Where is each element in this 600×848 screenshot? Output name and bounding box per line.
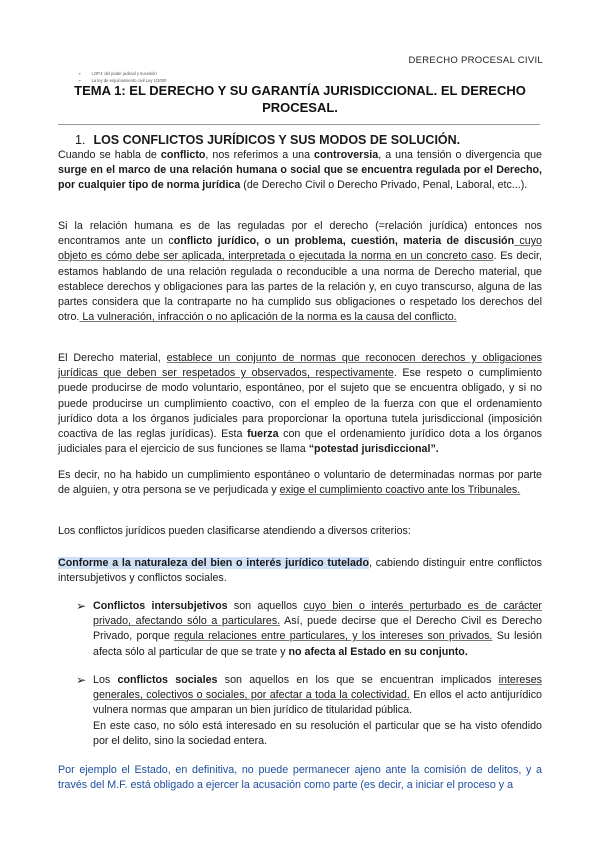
section-heading	[75, 133, 460, 147]
paragraph-criteria: Conforme a la naturaleza del bien o interés jurídico tutelado, cabiendo distinguir entre conflictos intersubjetivos y conflictos sociales.	[58, 557, 542, 585]
course-header: DERECHO PROCESAL CIVIL	[408, 55, 543, 66]
note-item: ➢ LOPJ: del poder judicial y sucesión	[78, 70, 166, 77]
paragraph-classification: Los conflictos jurídicos pueden clasificarse atendiendo a diversos criterios:	[58, 525, 411, 537]
title-divider	[58, 124, 540, 125]
bullet-intersubjective: ➢ Conflictos intersubjetivos son aquellos cuyo bien o interés perturbado es de carácter privado, afectando sólo a particulares. Así, puede decirse que el Derecho Civil es Derecho Privado, porque regula relaciones entre particulares, y los intereses son privados. Su lesión afecta sólo al particular de que se trate y no afecta al Estado en su conjunto.	[76, 599, 542, 658]
paragraph-conflict-definition: Cuando se habla de conflicto, nos referimos a una controversia, a una tensión o divergencia que surge en el marco de una relación humana o social que se encuentra regulada por el Derecho, por cualquier tipo de norma jurídica (de Derecho Civil o Derecho Privado, Penal, Laboral, etc...).	[58, 149, 542, 192]
paragraph-enforcement: Es decir, no ha habido un cumplimiento espontáneo o voluntario de determinadas normas por parte de alguien, y otra persona se ve perjudicada y exige el cumplimiento coactivo ante los Tribunales.	[58, 469, 542, 497]
arrow-bullet-icon: ➢	[76, 599, 87, 613]
paragraph-material-law: El Derecho material, establece un conjunto de normas que reconocen derechos y obligaciones jurídicas que deben ser respetados y observados, respectivamente. Ese respeto o cumplimiento puede producirse de modo voluntario, espontáneo, por el sujeto que se encuentra obligado, y si no puede producirse un cumplimiento coactivo, con el empleo de la fuerza con que el ordenamiento jurídico dota a los órganos judiciales para proporcionar la oportuna tutela jurisdiccional (imposición coactiva de las reglas jurídicas). Esta fuerza con que el ordenamiento jurídico dota a los órganos judiciales para el ejercicio de sus funciones se llama “potestad jurisdiccional”.	[58, 352, 542, 456]
note-item: ➢ La ley de enjuiciamiento civil Ley 1/2000	[78, 77, 166, 84]
paragraph-example: Por ejemplo el Estado, en definitiva, no puede permanecer ajeno ante la comisión de delitos, y a través del M.F. está obligado a ejercer la acusación como parte (es decir, a iniciar el proceso y a	[58, 764, 542, 792]
section-title: LOS CONFLICTOS JURÍDICOS Y SUS MODOS DE SOLUCIÓN.	[93, 133, 461, 147]
section-number: 1.	[75, 133, 86, 147]
paragraph-legal-conflict: Si la relación humana es de las reguladas por el derecho (=relación jurídica) entonces nos encontramos ante un conflicto jurídico, o un problema, cuestión, materia de discusión cuyo objeto es cómo debe ser aplicada, interpretada o ejecutada la norma en un concreto caso. Es decir, estamos hablando de una relación regulada o reconducible a una norma de Derecho material, que establece derechos y obligaciones para las partes de la relación y, en cuyo transcurso, alguna de las partes considera que la contraparte no ha cumplido sus obligaciones o respetado los derechos del otro. La vulneración, infracción o no aplicación de la norma es la causa del conflicto.	[58, 220, 542, 324]
arrow-bullet-icon: ➢	[76, 673, 87, 687]
document-title: TEMA 1: EL DERECHO Y SU GARANTÍA JURISDICCIONAL. EL DERECHO PROCESAL.	[74, 83, 526, 115]
bullet-social: ➢ Los conflictos sociales son aquellos en los que se encuentran implicados intereses generales, colectivos o sociales, por afectar a toda la colectividad. En ellos el acto antijurídico vulnera normas que amparan un bien jurídico de titularidad pública. En este caso, no sólo está interesado en su resolución el particular que se ha visto ofendido por el delito, sino la sociedad entera.	[76, 673, 542, 747]
